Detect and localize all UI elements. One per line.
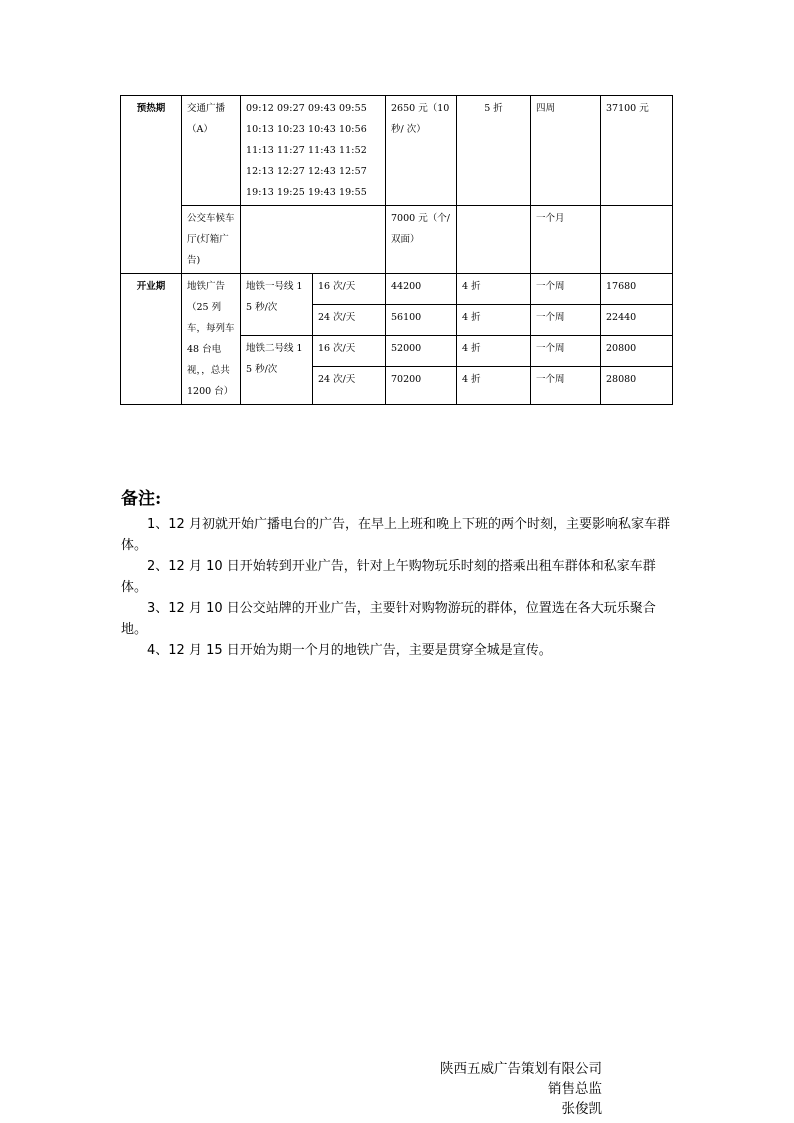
notes-list: [121, 514, 677, 661]
phase-label: 开业期: [121, 274, 182, 405]
media-cell: 交通广播（A）: [182, 96, 241, 206]
discount-cell: 4 折: [457, 305, 531, 336]
company-name: 陕西五威广告策划有限公司: [440, 1061, 602, 1077]
price-cell: 7000 元（个/双面）: [386, 206, 457, 274]
signer-name: 张俊凯: [561, 1101, 602, 1117]
subway-line-cell: 地铁一号线 15 秒/次: [241, 274, 313, 336]
period-cell: 一个周: [531, 367, 601, 405]
total-cell: 22440: [601, 305, 673, 336]
frequency-cell: 24 次/天: [313, 305, 386, 336]
media-cell: 公交车候车厅(灯箱广告): [182, 206, 241, 274]
schedule-line: 09:12 09:27 09:43 09:55: [246, 103, 367, 114]
subway-line-cell: 地铁二号线 15 秒/次: [241, 336, 313, 405]
schedule-cell: [241, 206, 386, 274]
price-cell: 2650 元（10 秒/ 次）: [386, 96, 457, 206]
discount-cell: [457, 206, 531, 274]
schedule-line: 11:13 11:27 11:43 11:52: [246, 145, 367, 156]
price-cell: 56100: [386, 305, 457, 336]
schedule-line: 19:13 19:25 19:43 19:55: [246, 187, 367, 198]
schedule-line: 12:13 12:27 12:43 12:57: [246, 166, 367, 177]
phase-label: 预热期: [121, 96, 182, 274]
signature-block: [440, 1059, 602, 1119]
period-cell: 四周: [531, 96, 601, 206]
ad-schedule-table: [120, 95, 673, 405]
discount-cell: 4 折: [457, 274, 531, 305]
discount-cell: 4 折: [457, 367, 531, 405]
schedule-line: 10:13 10:23 10:43 10:56: [246, 124, 367, 135]
table-row: [121, 96, 673, 206]
media-cell: 地铁广告（25 列车，每列车 48 台电视，，总共 1200 台）: [182, 274, 241, 405]
total-cell: 28080: [601, 367, 673, 405]
total-cell: 17680: [601, 274, 673, 305]
frequency-cell: 16 次/天: [313, 336, 386, 367]
total-cell: 20800: [601, 336, 673, 367]
price-cell: 70200: [386, 367, 457, 405]
note-item: 3、12 月 10 日公交站牌的开业广告，主要针对购物游玩的群体，位置选在各大玩乐聚合地。: [121, 601, 656, 637]
frequency-cell: 16 次/天: [313, 274, 386, 305]
frequency-cell: 24 次/天: [313, 367, 386, 405]
note-item: 2、12 月 10 日开始转到开业广告，针对上午购物玩乐时刻的搭乘出租车群体和私家车群体。: [121, 559, 656, 595]
period-cell: 一个周: [531, 305, 601, 336]
total-cell: [601, 206, 673, 274]
price-cell: 52000: [386, 336, 457, 367]
note-item: 4、12 月 15 日开始为期一个月的地铁广告，主要是贯穿全城是宣传。: [147, 643, 552, 658]
schedule-cell: [241, 96, 386, 206]
period-cell: 一个周: [531, 336, 601, 367]
notes-title: 备注:: [121, 489, 162, 509]
total-cell: 37100 元: [601, 96, 673, 206]
table-row: [121, 274, 673, 305]
signer-title: 销售总监: [548, 1081, 602, 1097]
table-row: [121, 206, 673, 274]
price-cell: 44200: [386, 274, 457, 305]
period-cell: 一个周: [531, 274, 601, 305]
discount-cell: 4 折: [457, 336, 531, 367]
period-cell: 一个月: [531, 206, 601, 274]
discount-cell: 5 折: [457, 96, 531, 206]
note-item: 1、12 月初就开始广播电台的广告，在早上上班和晚上下班的两个时刻，主要影响私家车群体。: [121, 517, 670, 553]
